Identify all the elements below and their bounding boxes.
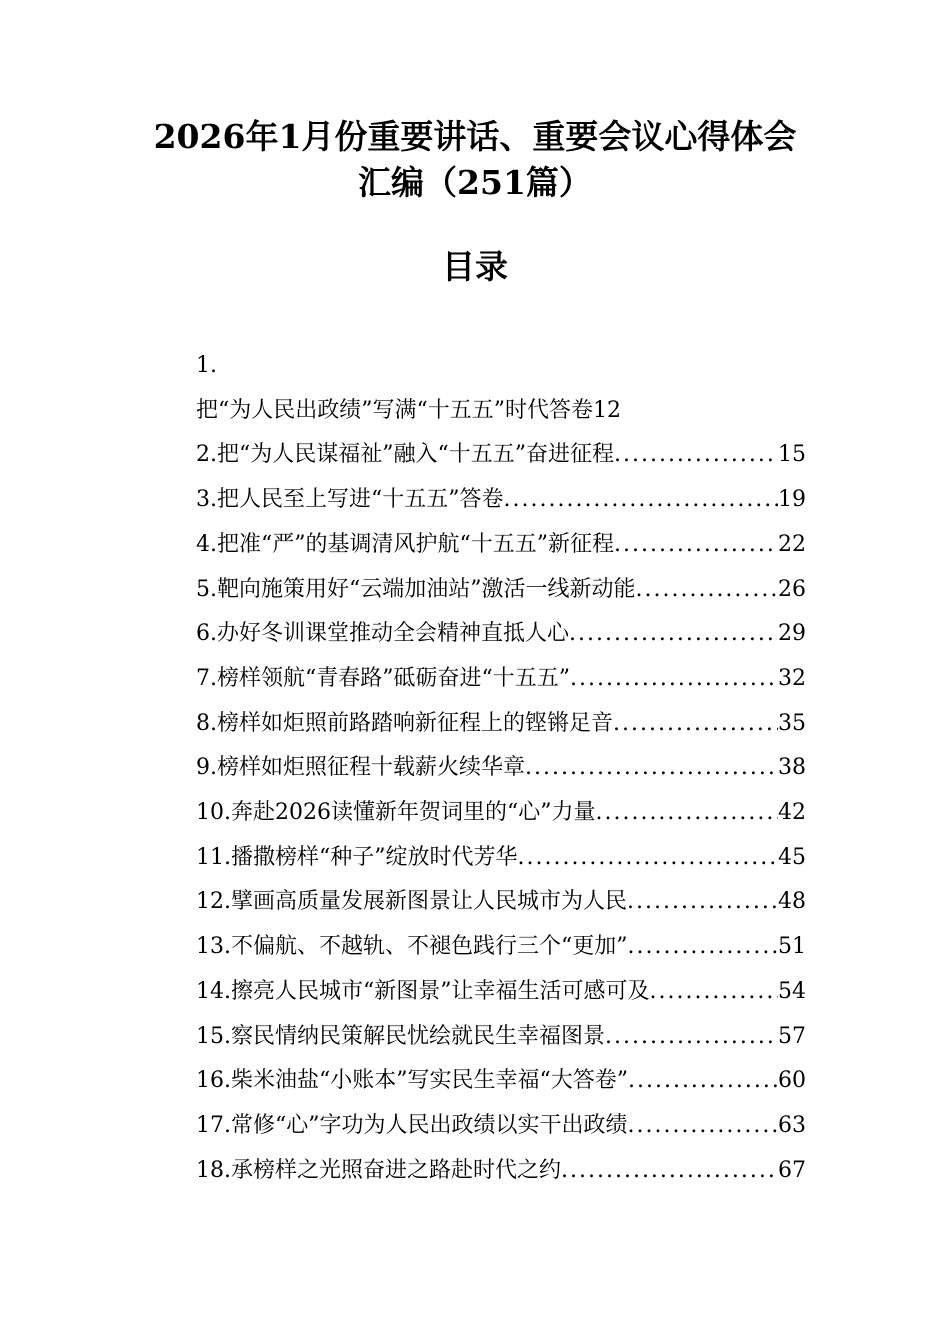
toc-item-16[interactable] (196, 1059, 806, 1104)
toc-dot-leader (595, 791, 778, 836)
toc-item-text: 5.靶向施策用好“云端加油站”激活一线新动能 (196, 576, 636, 602)
toc-item-text: 把“为人民出政绩”写满“十五五”时代答卷 (196, 397, 593, 423)
toc-item-13[interactable] (196, 925, 806, 970)
toc-item-11[interactable] (196, 836, 806, 881)
toc-dot-leader (649, 970, 778, 1015)
toc-dot-leader (614, 433, 778, 478)
toc-item-text: 3.把人民至上写进“十五五”答卷 (196, 487, 504, 513)
toc-item-page: 45 (778, 844, 806, 870)
toc-item-text: 13.不偏航、不越轨、不褪色践行三个“更加” (196, 934, 628, 960)
toc-dot-leader (627, 1104, 778, 1149)
toc-dot-leader (614, 523, 778, 568)
toc-dot-leader (613, 702, 778, 747)
toc-item-text: 15.察民情纳民策解民忧绘就民生幸福图景 (196, 1023, 605, 1049)
toc-item-page: 63 (778, 1112, 806, 1138)
toc-item-12[interactable] (196, 880, 806, 925)
toc-item-text: 12.擘画高质量发展新图景让人民城市为人民 (196, 889, 627, 915)
toc-item-text: 11.播撒榜样“种子”绽放时代芳华 (196, 844, 518, 870)
toc-dot-leader (627, 925, 778, 970)
toc-item-number: 1. (196, 353, 217, 378)
toc-item-15[interactable] (196, 1015, 806, 1060)
toc-dot-leader (569, 612, 778, 657)
toc-item-2[interactable] (196, 433, 806, 478)
toc-dot-leader (627, 880, 778, 925)
toc-item-text: 2.把“为人民谋福祉”融入“十五五”奋进征程 (196, 442, 614, 468)
toc-dot-leader (525, 746, 778, 791)
toc-item-page: 26 (778, 576, 806, 602)
toc-item-text: 8.榜样如炬照前路踏响新征程上的铿锵足音 (196, 710, 613, 736)
toc-item-text: 10.奔赴2026读懂新年贺词里的“心”力量 (196, 800, 596, 826)
toc-item-page: 67 (778, 1157, 806, 1183)
toc-item-9[interactable] (196, 746, 806, 791)
toc-item-title-line (196, 389, 806, 434)
toc-item-18[interactable] (196, 1149, 806, 1194)
toc-dot-leader (570, 657, 778, 702)
toc-dot-leader (561, 1149, 778, 1194)
toc-item-page: 42 (778, 800, 806, 826)
table-of-contents (196, 344, 806, 1193)
toc-item-6[interactable] (196, 612, 806, 657)
toc-item-7[interactable] (196, 657, 806, 702)
toc-item-page: 60 (778, 1068, 806, 1094)
toc-item-17[interactable] (196, 1104, 806, 1149)
toc-item-text: 7.榜样领航“青春路”砥砺奋进“十五五” (196, 665, 570, 691)
toc-item-page: 19 (778, 487, 806, 513)
toc-item-page: 15 (778, 442, 806, 468)
toc-dot-leader (605, 1015, 778, 1060)
toc-item-text: 4.把准“严”的基调清风护航“十五五”新征程 (196, 531, 614, 557)
toc-item-1[interactable] (196, 344, 806, 433)
toc-item-text: 9.榜样如炬照征程十载薪火续华章 (196, 755, 525, 781)
toc-dot-leader (628, 1059, 778, 1104)
toc-dot-leader (636, 568, 779, 613)
toc-item-page: 57 (778, 1023, 806, 1049)
toc-item-8[interactable] (196, 702, 806, 747)
toc-item-page: 29 (778, 621, 806, 647)
toc-item-text: 14.擦亮人民城市“新图景”让幸福生活可感可及 (196, 978, 650, 1004)
toc-item-page: 51 (778, 934, 806, 960)
toc-item-text: 17.常修“心”字功为人民出政绩以实干出政绩 (196, 1112, 628, 1138)
toc-item-14[interactable] (196, 970, 806, 1015)
toc-item-3[interactable] (196, 478, 806, 523)
toc-dot-leader (517, 836, 778, 881)
toc-dot-leader (504, 478, 779, 523)
toc-item-text: 6.办好冬训课堂推动全会精神直抵人心 (196, 621, 569, 647)
toc-item-page: 48 (778, 889, 806, 915)
toc-item-page: 32 (778, 665, 806, 691)
toc-item-page: 38 (778, 755, 806, 781)
toc-item-4[interactable] (196, 523, 806, 568)
toc-item-page: 54 (778, 978, 806, 1004)
toc-item-page: 22 (778, 531, 806, 557)
document-title: 2026年1月份重要讲话、重要会议心得体会汇编（251篇） (153, 117, 797, 202)
toc-heading: 目录 (442, 247, 508, 286)
toc-item-text: 18.承榜样之光照奋进之路赴时代之约 (196, 1157, 561, 1183)
toc-item-10[interactable] (196, 791, 806, 836)
toc-item-page: 35 (778, 710, 806, 736)
toc-item-5[interactable] (196, 568, 806, 613)
toc-item-page: 12 (593, 397, 621, 423)
toc-item-text: 16.柴米油盐“小账本”写实民生幸福“大答卷” (196, 1068, 628, 1094)
